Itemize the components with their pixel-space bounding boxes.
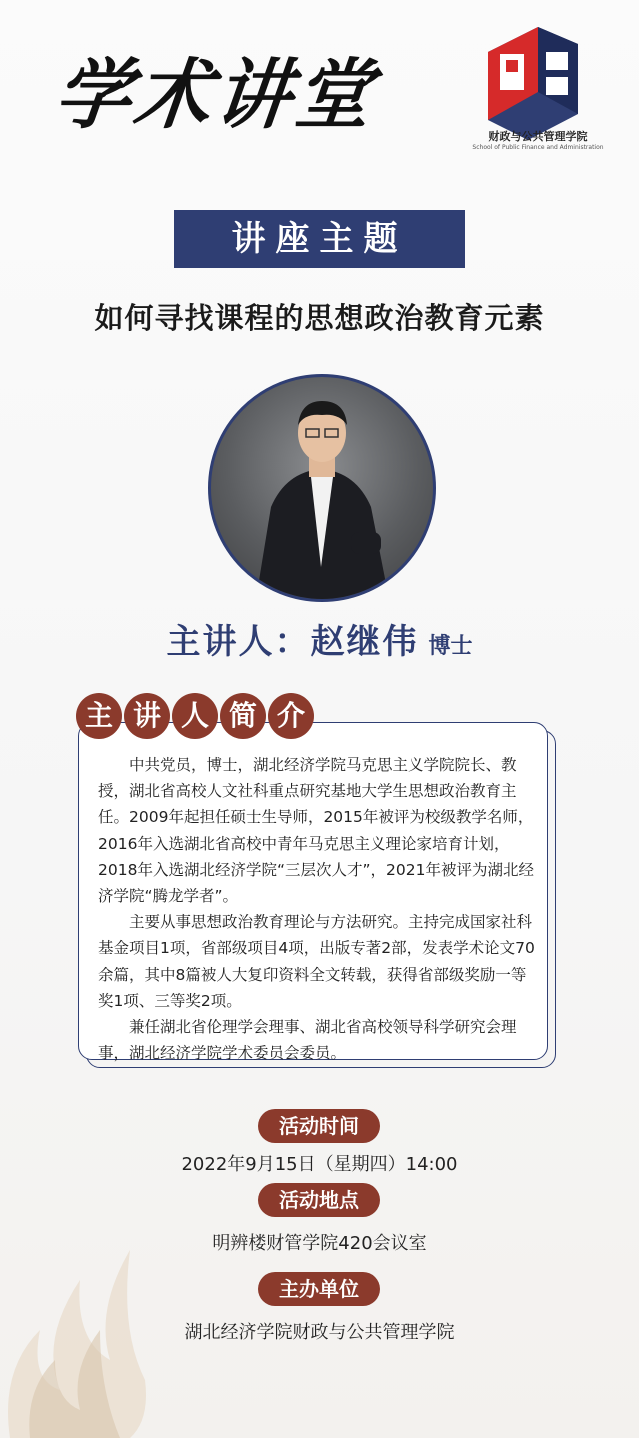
- speaker-line: [0, 614, 639, 663]
- bio-text: [98, 752, 538, 1066]
- bio-paragraph: 中共党员，博士，湖北经济学院马克思主义学院院长、教授，湖北省高校人文社科重点研究基地大学生思想政治教育主任。2009年起担任硕士生导师，2015年被评为校级教学名师，2016年入选湖北省高校中青年马克思主义理论家培育计划，2018年入选湖北经济学院“三层次人才”，2021年被评为湖北经济学院“腾龙学者”。: [98, 756, 534, 906]
- page-title: 学术讲堂: [50, 50, 380, 139]
- topic-title: 如何寻找课程的思想政治教育元素: [94, 301, 545, 335]
- bio-heading-char: 讲: [124, 693, 170, 739]
- speaker-degree: 博士: [428, 634, 473, 659]
- organizer-value: 湖北经济学院财政与公共管理学院: [184, 1322, 455, 1343]
- logo-text-cn: 财政与公共管理学院: [488, 130, 588, 143]
- time-value: 2022年9月15日（星期四）14:00: [181, 1154, 458, 1175]
- bio-heading-char: 人: [172, 693, 218, 739]
- bio-heading-char: 主: [76, 693, 122, 739]
- logo-text-en: School of Public Finance and Administration: [472, 144, 604, 151]
- place-value: 明辨楼财管学院420会议室: [212, 1233, 427, 1254]
- organizer-label: 主办单位: [258, 1272, 380, 1306]
- decorative-flame-icon: [0, 1190, 150, 1438]
- bio-heading-char: 简: [220, 693, 266, 739]
- person-silhouette-icon: [211, 377, 433, 599]
- bio-heading: [76, 693, 314, 739]
- bio-paragraph: 兼任湖北省伦理学会理事、湖北省高校领导科学研究会理事，湖北经济学院学术委员会委员。: [98, 1018, 517, 1063]
- speaker-photo: [208, 374, 436, 602]
- time-label: 活动时间: [258, 1109, 380, 1143]
- place-label: 活动地点: [258, 1183, 380, 1217]
- bio-heading-char: 介: [268, 693, 314, 739]
- topic-label: 讲座主题: [174, 210, 465, 268]
- bio-paragraph: 主要从事思想政治教育理论与方法研究。主持完成国家社科基金项目1项，省部级项目4项，出版专著2部，发表学术论文70余篇，其中8篇被人大复印资料全文转载，获得省部级奖励一等奖1项、三等奖2项。: [98, 913, 535, 1010]
- speaker-name: 主讲人：赵继伟: [166, 622, 419, 662]
